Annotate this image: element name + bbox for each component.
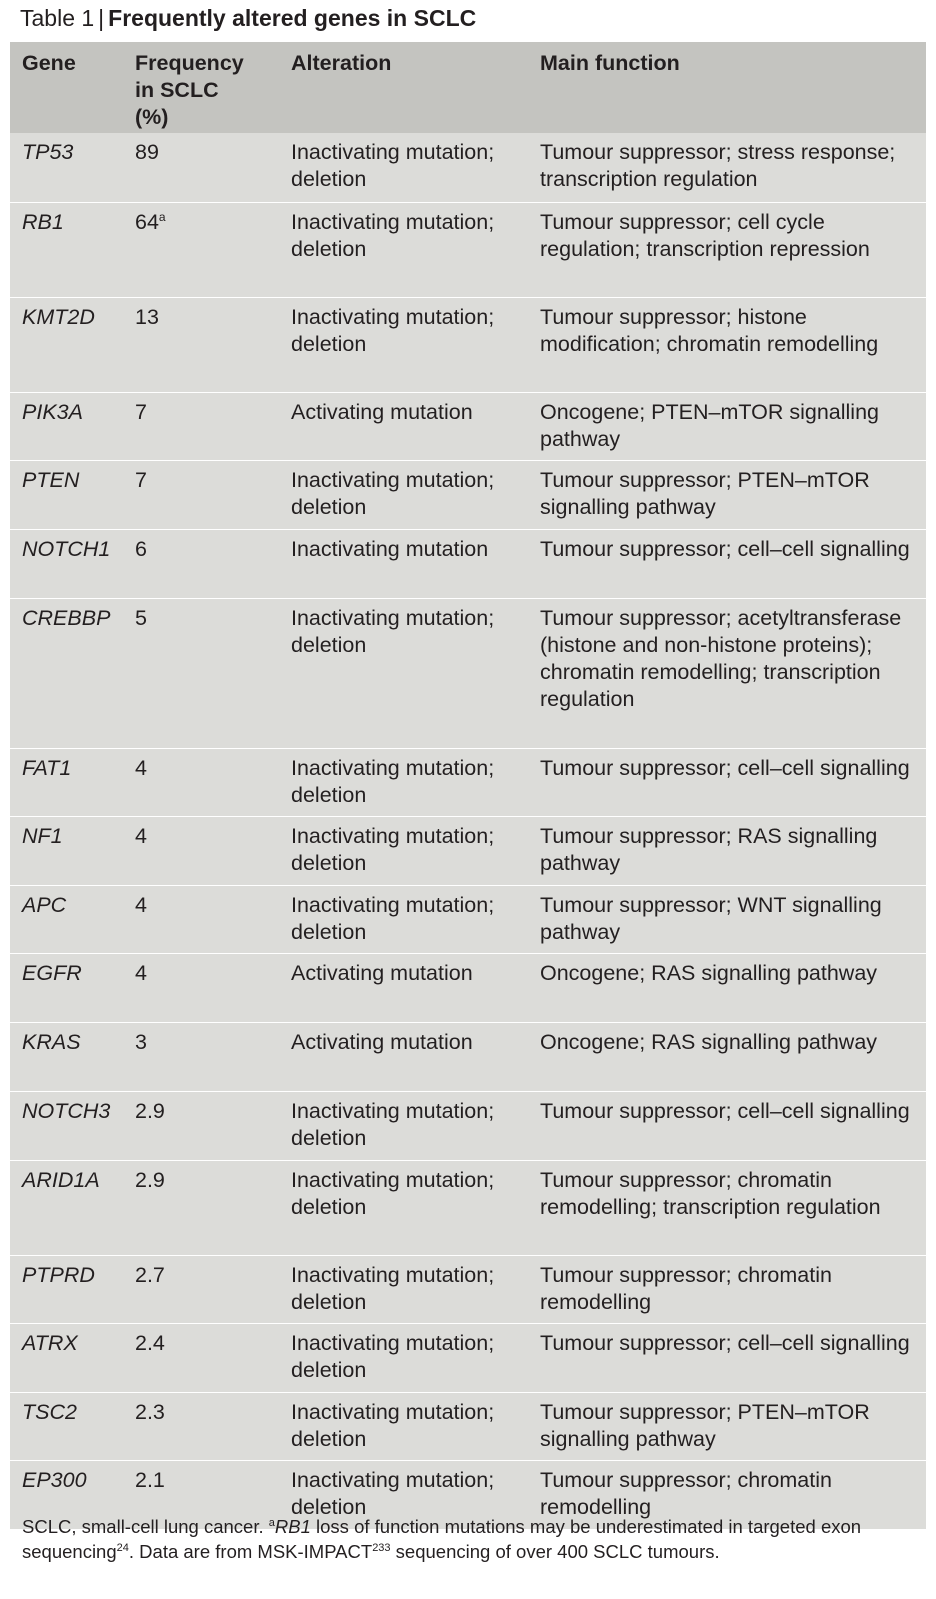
table-row	[10, 816, 926, 885]
frequency-cell	[123, 1392, 279, 1460]
genes-table	[10, 42, 926, 1529]
function-cell: Oncogene; RAS signalling pathway	[540, 1029, 878, 1054]
gene-cell: ARID1A	[22, 1167, 100, 1192]
footnote-text-1: SCLC, small-cell lung cancer.	[22, 1516, 269, 1537]
frequency-value: 13	[135, 304, 159, 329]
alteration-cell: Activating mutation	[291, 399, 473, 424]
table-row	[10, 748, 926, 816]
frequency-cell	[123, 460, 279, 529]
gene-cell: NF1	[22, 823, 63, 848]
function-cell: Tumour suppressor; histone modification; chromatin remodelling	[540, 304, 879, 356]
frequency-value: 5	[135, 605, 147, 630]
header-row	[10, 42, 926, 133]
frequency-value: 2.9	[135, 1098, 165, 1123]
function-cell: Oncogene; PTEN–mTOR signalling pathway	[540, 399, 879, 451]
alteration-cell: Inactivating mutation; deletion	[291, 1167, 495, 1219]
alteration-cell: Inactivating mutation; deletion	[291, 1399, 495, 1451]
footnote-ref-1: 24	[116, 1542, 129, 1554]
frequency-cell	[123, 1255, 279, 1323]
gene-cell: KRAS	[22, 1029, 81, 1054]
caption-separator: |	[98, 5, 105, 31]
footnote-ref-2: 233	[372, 1542, 391, 1554]
function-cell: Tumour suppressor; stress response; transcription regulation	[540, 140, 896, 191]
frequency-value: 7	[135, 399, 147, 424]
table-body	[10, 133, 926, 1529]
gene-cell: EP300	[22, 1467, 87, 1492]
alteration-cell: Inactivating mutation; deletion	[291, 1467, 495, 1519]
table-row	[10, 133, 926, 202]
frequency-value: 2.1	[135, 1467, 165, 1492]
table-caption	[20, 3, 476, 33]
function-cell: Tumour suppressor; cell–cell signalling	[540, 755, 910, 780]
table-header	[10, 42, 926, 133]
gene-cell: FAT1	[22, 755, 72, 780]
table-row	[10, 202, 926, 297]
alteration-cell: Inactivating mutation; deletion	[291, 1262, 495, 1314]
gene-cell: TP53	[22, 140, 74, 164]
table-row	[10, 885, 926, 953]
table-row	[10, 953, 926, 1022]
function-cell: Tumour suppressor; RAS signalling pathway	[540, 823, 878, 875]
frequency-value: 3	[135, 1029, 147, 1054]
gene-cell: PTEN	[22, 467, 80, 492]
header-function: Main function	[528, 42, 926, 133]
frequency-cell	[123, 133, 279, 202]
gene-cell: ATRX	[22, 1330, 78, 1355]
table-row	[10, 297, 926, 392]
frequency-cell	[123, 297, 279, 392]
table-row	[10, 460, 926, 529]
alteration-cell: Inactivating mutation; deletion	[291, 209, 495, 261]
frequency-value: 4	[135, 960, 147, 985]
header-gene: Gene	[10, 42, 123, 133]
frequency-value: 6	[135, 536, 147, 561]
table-row	[10, 1323, 926, 1392]
gene-cell: TSC2	[22, 1399, 77, 1424]
table-row	[10, 598, 926, 748]
gene-cell: CREBBP	[22, 605, 111, 630]
frequency-cell	[123, 1022, 279, 1091]
frequency-cell	[123, 748, 279, 816]
function-cell: Tumour suppressor; chromatin remodelling	[540, 1262, 832, 1314]
function-cell: Tumour suppressor; chromatin remodelling; transcription regulation	[540, 1167, 881, 1219]
gene-cell: KMT2D	[22, 304, 95, 329]
alteration-cell: Inactivating mutation; deletion	[291, 605, 495, 657]
gene-cell: NOTCH1	[22, 536, 111, 561]
gene-cell: PTPRD	[22, 1262, 95, 1287]
frequency-value: 2.3	[135, 1399, 165, 1424]
frequency-cell	[123, 598, 279, 748]
alteration-cell: Inactivating mutation; deletion	[291, 1330, 495, 1382]
frequency-value: 2.9	[135, 1167, 165, 1192]
frequency-cell	[123, 953, 279, 1022]
function-cell: Tumour suppressor; cell–cell signalling	[540, 1330, 910, 1355]
frequency-cell	[123, 885, 279, 953]
frequency-value: 2.7	[135, 1262, 165, 1287]
gene-cell: PIK3A	[22, 399, 83, 424]
alteration-cell: Inactivating mutation; deletion	[291, 140, 495, 191]
function-cell: Tumour suppressor; cell cycle regulation; transcription repression	[540, 209, 870, 261]
table-row	[10, 529, 926, 598]
table-row	[10, 1392, 926, 1460]
frequency-value: 89	[135, 140, 159, 164]
header-alteration: Alteration	[279, 42, 528, 133]
footnote-text-4: sequencing of over 400 SCLC tumours.	[390, 1541, 720, 1562]
frequency-cell	[123, 1091, 279, 1160]
header-frequency: Frequency in SCLC (%)	[123, 42, 279, 133]
function-cell: Tumour suppressor; cell–cell signalling	[540, 536, 910, 561]
alteration-cell: Activating mutation	[291, 960, 473, 985]
frequency-cell	[123, 202, 279, 297]
table-row	[10, 392, 926, 460]
table-row	[10, 1255, 926, 1323]
function-cell: Tumour suppressor; PTEN–mTOR signalling pathway	[540, 1399, 870, 1451]
frequency-cell	[123, 392, 279, 460]
frequency-value: 64	[135, 209, 159, 234]
function-cell: Oncogene; RAS signalling pathway	[540, 960, 878, 985]
function-cell: Tumour suppressor; acetyltransferase (histone and non-histone proteins); chromatin remodelling; transcription regulation	[540, 605, 902, 711]
footnote-gene: RB1	[274, 1516, 311, 1537]
frequency-value: 4	[135, 755, 147, 780]
alteration-cell: Inactivating mutation; deletion	[291, 892, 495, 944]
frequency-cell	[123, 1323, 279, 1392]
frequency-cell	[123, 529, 279, 598]
frequency-value: 2.4	[135, 1330, 165, 1355]
footnote-marker: a	[268, 1517, 275, 1529]
footnote-text-3: . Data are from MSK-IMPACT	[128, 1541, 373, 1562]
frequency-value: 7	[135, 467, 147, 492]
frequency-cell	[123, 816, 279, 885]
alteration-cell: Inactivating mutation; deletion	[291, 823, 495, 875]
frequency-value: 4	[135, 823, 147, 848]
table-label: Table 1	[20, 5, 95, 31]
table-footnote	[22, 1514, 902, 1564]
alteration-cell: Inactivating mutation	[291, 536, 489, 561]
alteration-cell: Inactivating mutation; deletion	[291, 304, 495, 356]
function-cell: Tumour suppressor; cell–cell signalling	[540, 1098, 910, 1123]
table-row	[10, 1022, 926, 1091]
gene-cell: RB1	[22, 209, 64, 234]
alteration-cell: Inactivating mutation; deletion	[291, 467, 495, 519]
frequency-footnote-marker: a	[158, 209, 166, 224]
table-row	[10, 1091, 926, 1160]
function-cell: Tumour suppressor; chromatin remodelling	[540, 1467, 832, 1519]
alteration-cell: Activating mutation	[291, 1029, 473, 1054]
alteration-cell: Inactivating mutation; deletion	[291, 755, 495, 807]
alteration-cell: Inactivating mutation; deletion	[291, 1098, 495, 1150]
gene-cell: NOTCH3	[22, 1098, 111, 1123]
function-cell: Tumour suppressor; WNT signalling pathway	[540, 892, 882, 944]
gene-cell: APC	[22, 892, 67, 917]
table-title: Frequently altered genes in SCLC	[108, 5, 477, 31]
frequency-value: 4	[135, 892, 147, 917]
footnote-text-2: loss of function mutations may be underestimated in targeted exon sequencing	[22, 1516, 862, 1562]
gene-cell: EGFR	[22, 960, 82, 985]
frequency-cell	[123, 1160, 279, 1255]
table-row	[10, 1160, 926, 1255]
function-cell: Tumour suppressor; PTEN–mTOR signalling pathway	[540, 467, 870, 519]
